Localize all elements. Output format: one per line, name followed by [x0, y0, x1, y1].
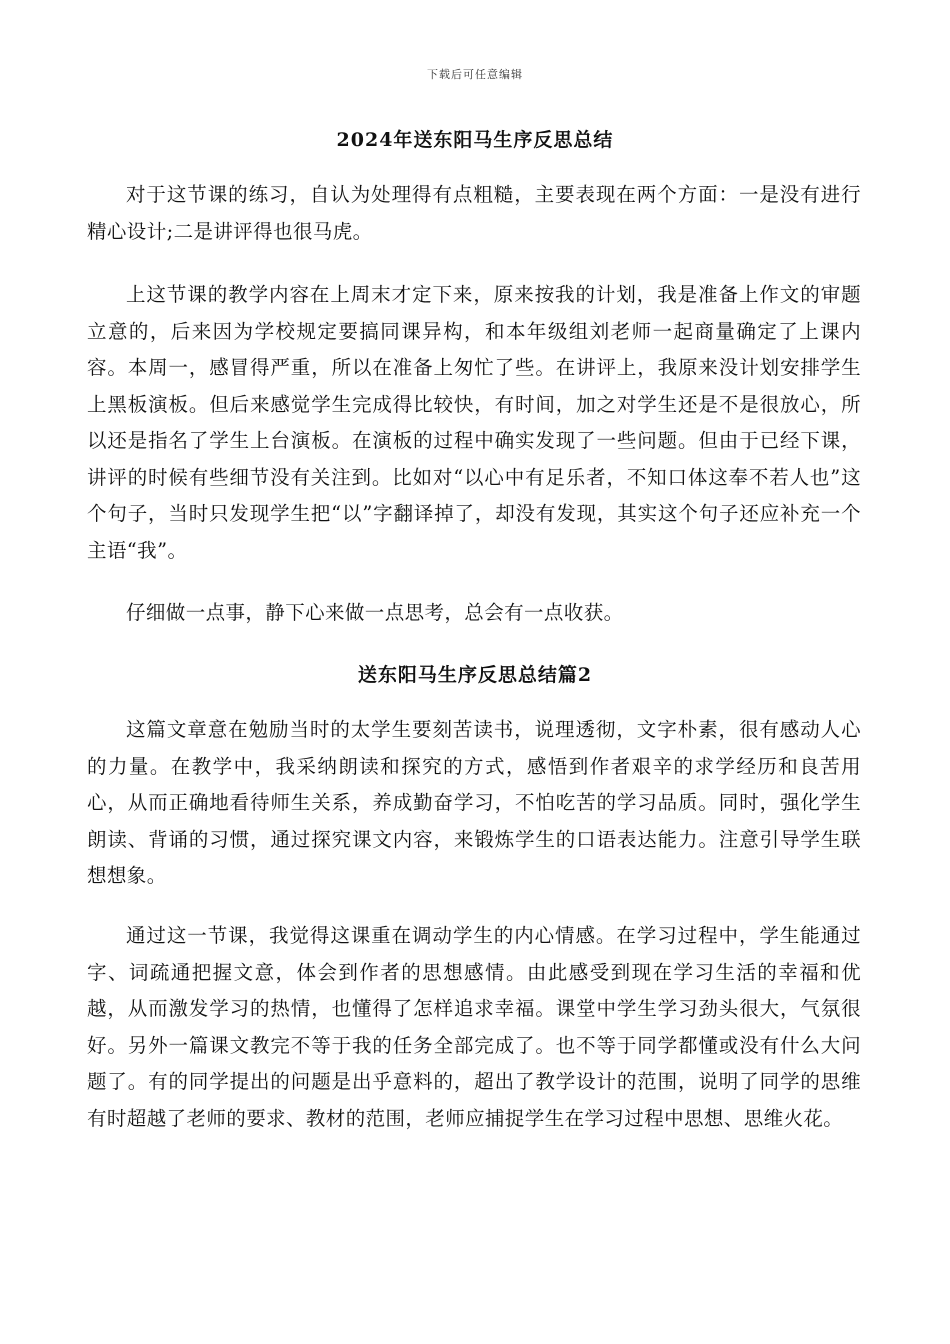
section-2-paragraph-1: 这篇文章意在勉励当时的太学生要刻苦读书，说理透彻，文字朴素，很有感动人心的力量。在教学中，我采纳朗读和探究的方式，感悟到作者艰辛的求学经历和良苦用心，从而正确地看待师生关系，养成勤奋学习，不怕吃苦的学习品质。同时，强化学生朗读、背诵的习惯，通过探究课文内容，来锻炼学生的口语表达能力。注意引导学生联想想象。	[87, 718, 861, 887]
section-1-title: 2024年送东阳马生序反思总结	[336, 129, 614, 151]
section-1-paragraph-2: 上这节课的教学内容在上周末才定下来，原来按我的计划，我是准备上作文的审题立意的，后来因为学校规定要搞同课异构，和本年级组刘老师一起商量确定了上课内容。本周一，感冒得严重，所以在准备上匆忙了些。在讲评上，我原来没计划安排学生上黑板演板。但后来感觉学生完成得比较快，有时间，加之对学生还是不是很放心，所以还是指名了学生上台演板。在演板的过程中确实发现了一些问题。但由于已经下课，讲评的时候有些细节没有关注到。比如对“以心中有足乐者，不知口体这奉不若人也”这个句子，当时只发现学生把“以”字翻译掉了，却没有发现，其实这个句子还应补充一个主语“我”。	[87, 283, 861, 562]
section-1-paragraph-1: 对于这节课的练习，自认为处理得有点粗糙，主要表现在两个方面：一是没有进行精心设计;二是讲评得也很马虎。	[87, 183, 861, 243]
section-2-paragraph-2: 通过这一节课，我觉得这课重在调动学生的内心情感。在学习过程中，学生能通过字、词疏通把握文意，体会到作者的思想感情。由此感受到现在学习生活的幸福和优越，从而激发学习的热情，也懂得了怎样追求幸福。课堂中学生学习劲头很大，气氛很好。另外一篇课文教完不等于我的任务全部完成了。也不等于同学都懂或没有什么大问题了。有的同学提出的问题是出乎意料的，超出了教学设计的范围，说明了同学的思维有时超越了老师的要求、教材的范围，老师应捕捉学生在学习过程中思想、思维火花。	[87, 924, 861, 1130]
header-note: 下载后可任意编辑	[427, 68, 523, 81]
section-2-title: 送东阳马生序反思总结篇2	[357, 664, 593, 686]
section-1-paragraph-3: 仔细做一点事，静下心来做一点思考，总会有一点收获。	[126, 601, 624, 624]
